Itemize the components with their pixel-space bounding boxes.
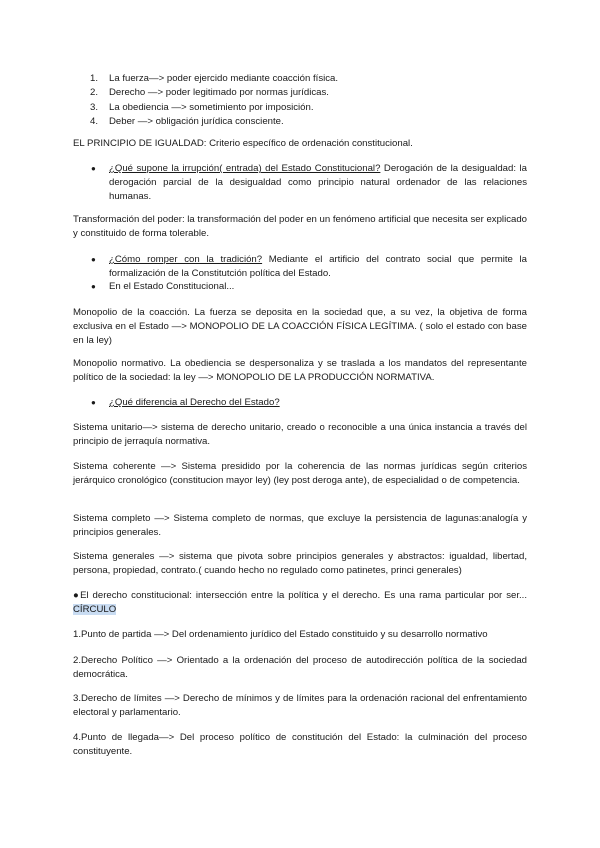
list-text: La fuerza—> poder ejercido mediante coacción física. (109, 73, 339, 84)
bullet-item (91, 396, 527, 410)
bullet-icon: ● (91, 282, 96, 291)
answer-text: Derogación de la desigualdad: la derogación parcial de la desigualdad como principio natural ordenador de las relaciones humanas. (109, 163, 527, 202)
bullet-text: ¿Qué diferencia al Derecho del Estado? (109, 397, 280, 408)
monopolio-normativo-paragraph: Monopolio normativo. La obediencia se despersonaliza y se traslada a los mandatos del representante político de la sociedad: la ley —> MONOPOLIO DE LA PRODUCCIÓN NORMATIVA. (73, 358, 527, 383)
list-number: 1. (90, 73, 99, 84)
monopolio-coaccion-paragraph: Monopolio de la coacción. La fuerza se deposita en la sociedad que, a su vez, la objetiva de forma exclusiva en el Estado —> MONOPOLIO DE LA COACCIÓN FÍSICA LEGÍTIMA. ( solo el estado con base en la ley) (73, 307, 527, 346)
punto-2-paragraph: 2.Derecho Político —> Orientado a la ordenación del proceso de autodirección política de la sociedad democrática. (73, 655, 527, 680)
list-number: 4. (90, 116, 99, 128)
bullet-text (109, 162, 527, 204)
bullet-item (91, 253, 527, 281)
bullet-text (109, 253, 527, 281)
bullet-icon: ● (91, 255, 96, 264)
bullet-item (91, 280, 527, 294)
list-item (90, 86, 338, 100)
list-number: 2. (90, 87, 99, 99)
sistema-unitario-paragraph: Sistema unitario—> sistema de derecho unitario, creado o reconocible a una única instancia a través del principio de jerraquía normativa. (73, 422, 527, 447)
bullet-item (91, 162, 527, 204)
list-item (90, 115, 338, 129)
principio-paragraph: EL PRINCIPIO DE IGUALDAD: Criterio específico de ordenación constitucional. (73, 138, 413, 149)
punto-1-paragraph: 1.Punto de partida —> Del ordenamiento jurídico del Estado constituido y su desarrollo normativo (73, 629, 488, 640)
question-text: ¿Qué supone la irrupción( entrada) del Estado Constitucional? (109, 163, 381, 174)
bullet-text: En el Estado Constitucional... (109, 281, 235, 292)
list-item (90, 101, 338, 115)
bullet-icon: ● (91, 398, 96, 407)
derecho-constitucional-paragraph (73, 589, 527, 617)
derecho-constitucional-text: ●El derecho constitucional: intersección entre la política y el derecho. Es una rama particular por ser... (73, 590, 527, 601)
question-text: ¿Cómo romper con la tradición? (109, 254, 263, 265)
list-text: Derecho —> poder legitimado por normas jurídicas. (109, 87, 329, 99)
numbered-list (90, 72, 338, 130)
transformacion-paragraph: Transformación del poder: la transformación del poder en un fenómeno artificial que necesita ser explicado y constituido de forma tolerable. (73, 214, 528, 239)
list-number: 3. (90, 101, 99, 113)
punto-3-paragraph: 3.Derecho de límites —> Derecho de mínimos y de límites para la ordenación racional del enfrentamiento electoral y parlamentario. (73, 693, 527, 718)
list-text: Deber —> obligación jurídica consciente. (109, 116, 284, 128)
sistema-generales-paragraph: Sistema generales —> sistema que pivota sobre principios generales y abstractos: igualdad, libertad, persona, propiedad, contrato.( cuando hecho no regulado como patinetes, princi generales) (73, 551, 527, 576)
punto-4-paragraph: 4.Punto de llegada—> Del proceso político de constitución del Estado: la culminación del proceso constituyente. (73, 732, 527, 757)
sistema-completo-paragraph: Sistema completo —> Sistema completo de normas, que excluye la persistencia de lagunas:analogía y principios generales. (73, 513, 527, 538)
answer-text: Mediante el artificio del contrato social que permite la formalización de la Constitutción política del Estado. (109, 254, 527, 279)
circulo-highlight: CÍRCULO (73, 604, 117, 615)
list-text: La obediencia —> sometimiento por imposición. (109, 101, 314, 113)
bullet-icon: ● (91, 164, 96, 173)
list-item (90, 72, 338, 86)
sistema-coherente-paragraph: Sistema coherente —> Sistema presidido por la coherencia de las normas jurídicas según criterios jerárquico cronológico (constitucion mayor ley) (ley post deroga ante), de especialidad o de competencia. (73, 461, 527, 486)
